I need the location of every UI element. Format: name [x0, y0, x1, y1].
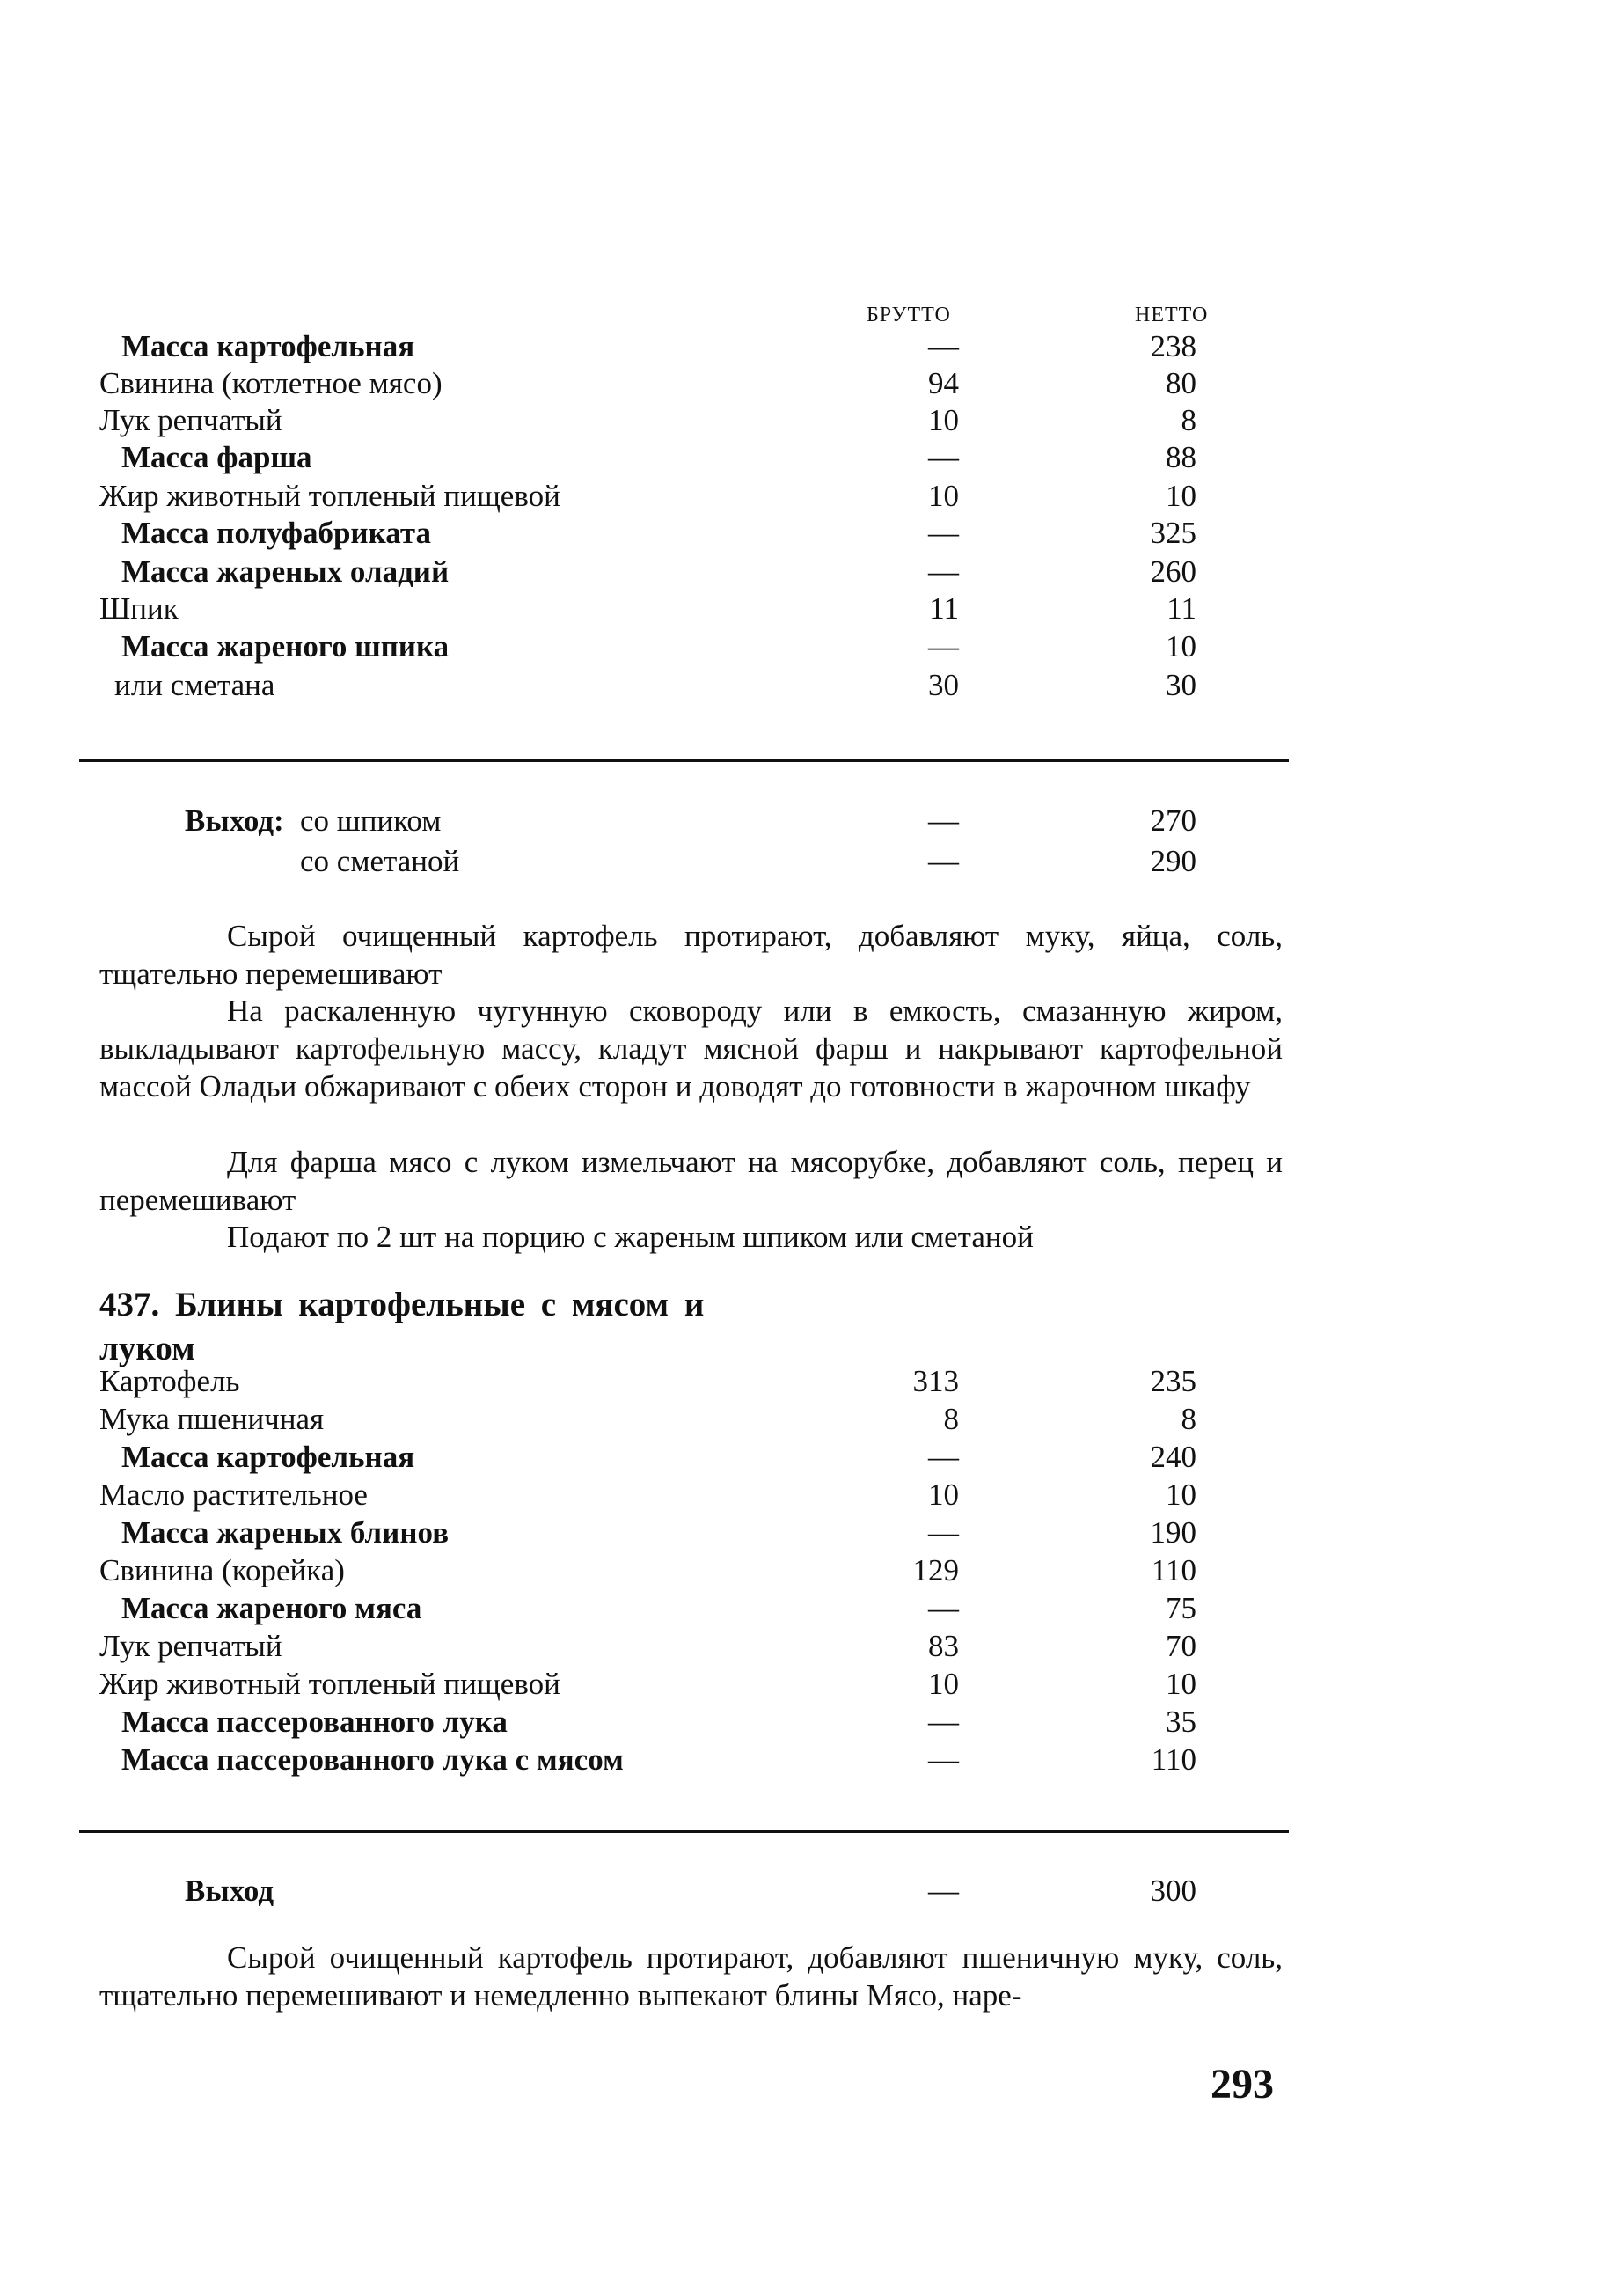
netto-cell: 10 [1166, 1667, 1196, 1701]
brutto-cell: 11 [929, 591, 959, 626]
yield-row [0, 1871, 1624, 1911]
ingredient-name: Масса жареного мяса [121, 1591, 422, 1625]
ingredient-name: Масса пассерованного лука с мясом [121, 1742, 624, 1777]
ingredient-name: Масса фарша [121, 440, 312, 474]
ingredient-row [0, 364, 1624, 403]
netto-cell: 300 [1150, 1873, 1196, 1908]
column-header-brutto: БРУТТО [867, 304, 951, 326]
brutto-cell: — [928, 1515, 959, 1550]
ingredient-row [0, 553, 1624, 591]
ingredient-name: Масса картофельная [121, 1440, 415, 1474]
ingredient-name: Масса жареных блинов [121, 1515, 450, 1550]
ingredient-row [0, 1741, 1624, 1779]
netto-cell: 290 [1150, 844, 1196, 878]
brutto-cell: 313 [912, 1364, 959, 1398]
ingredient-row [0, 438, 1624, 477]
paragraph: Для фарша мясо с луком измельчают на мясорубке, добавляют соль, перец и перемешивают [99, 1145, 1283, 1217]
ingredient-row [0, 514, 1624, 553]
ingredient-row [0, 666, 1624, 705]
ingredient-row [0, 1665, 1624, 1704]
netto-cell: 110 [1151, 1742, 1196, 1777]
brutto-cell: — [928, 1705, 959, 1739]
netto-cell: 10 [1166, 1477, 1196, 1512]
ingredient-name: Масса жареного шпика [121, 629, 450, 664]
ingredient-name: Масло растительное [99, 1477, 368, 1512]
yield-row [0, 801, 1624, 841]
ingredient-name: Масса жареных оладий [121, 554, 450, 589]
ingredient-row [0, 327, 1624, 366]
ingredient-row [0, 590, 1624, 628]
ingredient-name: Картофель [99, 1364, 240, 1398]
netto-cell: 8 [1181, 403, 1196, 437]
ingredient-name: Масса полуфабриката [121, 516, 431, 550]
ingredient-row [0, 1476, 1624, 1514]
netto-cell: 88 [1166, 440, 1196, 474]
brutto-cell: 10 [928, 479, 959, 513]
netto-cell: 70 [1166, 1629, 1196, 1663]
ingredient-row [0, 1627, 1624, 1666]
ingredient-row [0, 1589, 1624, 1628]
brutto-cell: — [928, 440, 959, 474]
paragraph: Подают по 2 шт на порцию с жареным шпиком или сметаной [227, 1220, 1034, 1254]
ingredient-row [0, 1362, 1624, 1401]
brutto-cell: 94 [928, 366, 959, 400]
netto-cell: 10 [1166, 629, 1196, 664]
netto-cell: 240 [1150, 1440, 1196, 1474]
brutto-cell: — [928, 803, 959, 838]
ingredient-name: Свинина (котлетное мясо) [99, 366, 443, 400]
ingredient-name: Масса картофельная [121, 329, 415, 363]
brutto-cell: — [928, 844, 959, 878]
netto-cell: 325 [1150, 516, 1196, 550]
brutto-cell: 8 [943, 1402, 959, 1436]
yield-label: Выход: [185, 803, 284, 838]
netto-cell: 11 [1167, 591, 1196, 626]
brutto-cell: — [928, 1440, 959, 1474]
netto-cell: 30 [1166, 668, 1196, 702]
table-rule [79, 759, 1289, 762]
brutto-cell: 129 [912, 1553, 959, 1587]
netto-cell: 110 [1151, 1553, 1196, 1587]
brutto-cell: 10 [928, 403, 959, 437]
brutto-cell: — [928, 516, 959, 550]
yield-variant: со сметаной [300, 844, 460, 878]
yield-label: Выход [185, 1873, 274, 1908]
netto-cell: 80 [1166, 366, 1196, 400]
ingredient-row [0, 1438, 1624, 1477]
paragraph: Сырой очищенный картофель протирают, добавляют пшеничную муку, соль, тщательно перемешивают и немедленно выпекают блины Мясо, наре- [99, 1940, 1283, 2013]
brutto-cell: — [928, 1742, 959, 1777]
brutto-cell: 10 [928, 1667, 959, 1701]
paragraph: Сырой очищенный картофель протирают, добавляют муку, яйца, соль, тщательно перемешивают [99, 919, 1283, 991]
ingredient-name: Шпик [99, 591, 179, 626]
brutto-cell: — [928, 554, 959, 589]
ingredient-row [0, 1400, 1624, 1439]
netto-cell: 10 [1166, 479, 1196, 513]
ingredient-name: Лук репчатый [99, 1629, 282, 1663]
brutto-cell: 10 [928, 1477, 959, 1512]
recipe-title: 437. Блины картофельные с мясом и луком [99, 1286, 705, 1367]
column-header-netto: НЕТТО [1135, 304, 1209, 326]
ingredient-name: или сметана [114, 668, 275, 702]
netto-cell: 238 [1150, 329, 1196, 363]
brutto-cell: — [928, 329, 959, 363]
brutto-cell: 30 [928, 668, 959, 702]
paragraph: На раскаленную чугунную сковороду или в емкость, смазанную жиром, выкладывают картофельную массу, кладут мясной фарш и накрывают картофельной массой Оладьи обжаривают с обеих сторон и доводят до готовности в жарочном шкафу [99, 994, 1283, 1104]
ingredient-name: Жир животный топленый пищевой [99, 1667, 560, 1701]
page-number: 293 [1211, 2061, 1274, 2108]
table-rule [79, 1830, 1289, 1833]
yield-variant: со шпиком [300, 803, 442, 838]
ingredient-name: Жир животный топленый пищевой [99, 479, 560, 513]
ingredient-name: Мука пшеничная [99, 1402, 325, 1436]
netto-cell: 270 [1150, 803, 1196, 838]
ingredient-row [0, 1551, 1624, 1590]
ingredient-row [0, 477, 1624, 516]
netto-cell: 35 [1166, 1705, 1196, 1739]
netto-cell: 235 [1150, 1364, 1196, 1398]
ingredient-name: Свинина (корейка) [99, 1553, 345, 1587]
ingredient-row [0, 1514, 1624, 1552]
ingredient-name: Масса пассерованного лука [121, 1705, 508, 1739]
brutto-cell: — [928, 629, 959, 664]
netto-cell: 260 [1150, 554, 1196, 589]
ingredient-row [0, 401, 1624, 440]
netto-cell: 190 [1150, 1515, 1196, 1550]
brutto-cell: — [928, 1873, 959, 1908]
brutto-cell: 83 [928, 1629, 959, 1663]
brutto-cell: — [928, 1591, 959, 1625]
yield-row [0, 841, 1624, 882]
netto-cell: 75 [1166, 1591, 1196, 1625]
ingredient-name: Лук репчатый [99, 403, 282, 437]
ingredient-row [0, 1703, 1624, 1741]
ingredient-row [0, 627, 1624, 666]
netto-cell: 8 [1181, 1402, 1196, 1436]
